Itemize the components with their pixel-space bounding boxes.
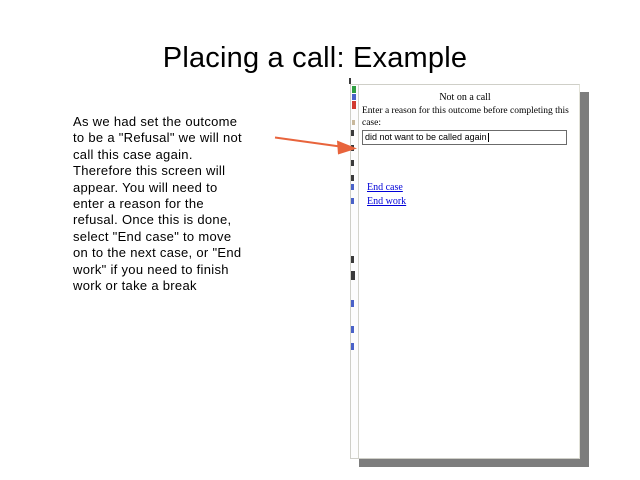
body-line: work or take a break	[73, 278, 197, 294]
cropped-fragment	[351, 198, 354, 204]
slide-title: Placing a call: Example	[162, 42, 468, 74]
cropped-fragment	[351, 184, 354, 190]
body-line: enter a reason for the	[73, 196, 204, 212]
body-line: work" if you need to finish	[73, 261, 229, 277]
cropped-fragment	[352, 94, 356, 100]
body-line: refusal. Once this is done,	[73, 212, 232, 228]
cropped-fragment	[351, 343, 354, 350]
cropped-fragment	[351, 130, 354, 136]
cropped-fragment	[352, 86, 356, 93]
cropped-fragment	[352, 120, 355, 125]
cropped-fragment	[351, 160, 354, 166]
body-line: call this case again.	[73, 146, 193, 162]
cropped-edge-strip	[351, 85, 359, 458]
cropped-fragment	[352, 101, 356, 109]
cropped-fragment	[351, 256, 354, 263]
end-case-link[interactable]: End case	[367, 182, 403, 193]
text-caret	[488, 133, 489, 142]
screen-heading: Not on a call	[439, 92, 491, 103]
cropped-fragment	[351, 300, 354, 307]
body-line: Therefore this screen will	[73, 163, 226, 179]
body-line: to be a "Refusal" we will not	[73, 130, 242, 146]
end-work-link[interactable]: End work	[367, 196, 407, 207]
reason-prompt: Enter a reason for this outcome before completing this case:	[362, 106, 569, 128]
cropped-fragment	[351, 271, 355, 280]
body-line: appear. You will need to	[73, 179, 218, 195]
reason-input-value: did not want to be called again	[365, 132, 487, 142]
body-line: As we had set the outcome	[73, 114, 238, 129]
reason-input[interactable]	[362, 130, 567, 145]
app-screenshot-panel	[350, 84, 580, 459]
cropped-fragment	[351, 145, 354, 151]
cropped-fragment	[351, 326, 354, 333]
body-line: on to the next case, or "End	[73, 245, 242, 261]
body-line: select "End case" to move	[73, 228, 232, 244]
explanation-text	[73, 114, 273, 294]
cropped-fragment	[351, 175, 354, 181]
